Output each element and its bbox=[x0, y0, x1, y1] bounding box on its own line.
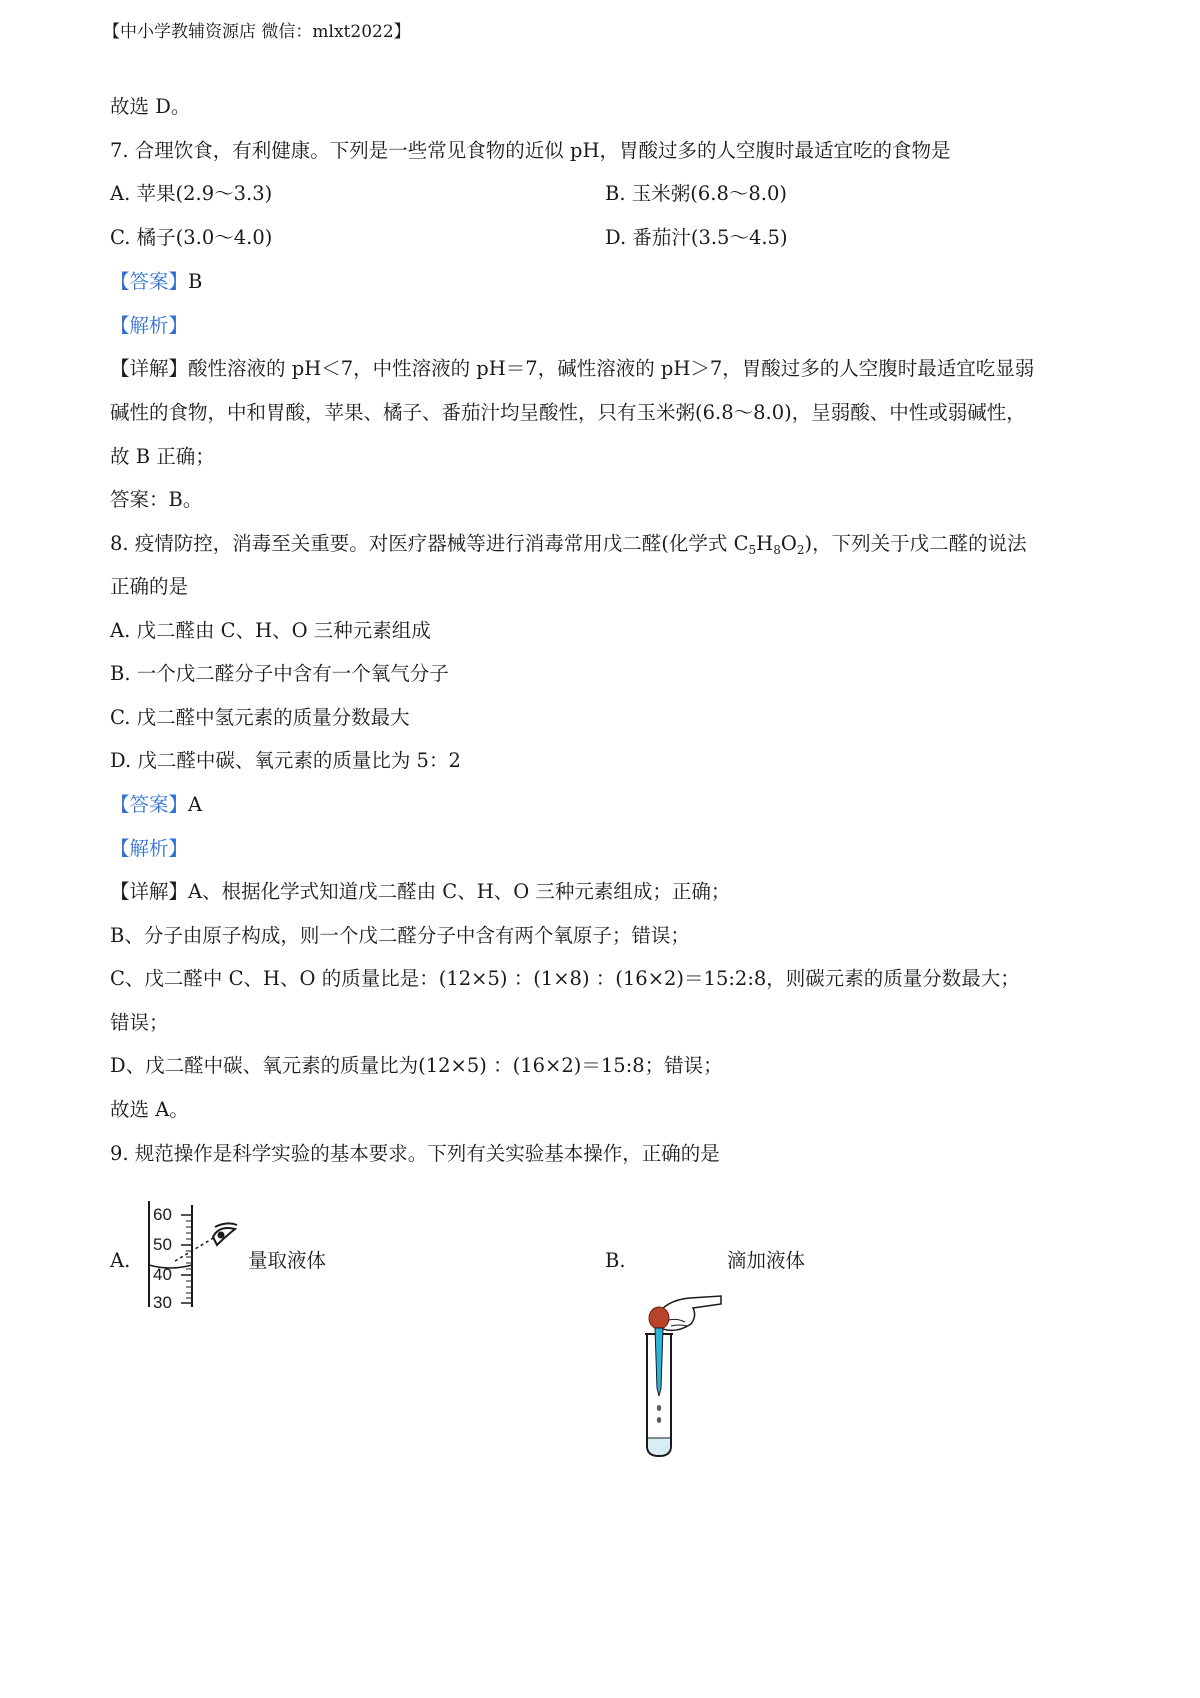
graduated-cylinder-icon bbox=[145, 1195, 245, 1310]
formula-element: H bbox=[756, 532, 774, 555]
q8-detail-c-cont: 错误； bbox=[110, 1011, 169, 1034]
q7-option-a: A. 苹果(2.9～3.3) bbox=[110, 182, 273, 205]
q8-option-d: D. 戊二醛中碳、氧元素的质量比为 5：2 bbox=[110, 749, 461, 772]
q8-analysis-tag: 【解析】 bbox=[110, 837, 189, 860]
q8-option-c: C. 戊二醛中氢元素的质量分数最大 bbox=[110, 706, 410, 729]
formula-subscript: 2 bbox=[796, 543, 805, 557]
q8-stem-text: 8. 疫情防控，消毒至关重要。对医疗器械等进行消毒常用戊二醛(化学式 C bbox=[110, 532, 749, 555]
q8-stem bbox=[110, 530, 1027, 558]
q8-detail-b: B、分子由原子构成，则一个戊二醛分子中含有两个氧原子；错误； bbox=[110, 924, 690, 947]
q7-option-c: C. 橘子(3.0～4.0) bbox=[110, 226, 273, 249]
detail-tag: 【详解】 bbox=[110, 880, 189, 903]
detail-text: A、根据化学式知道戊二醛由 C、H、O 三种元素组成；正确； bbox=[188, 880, 731, 903]
q6-conclusion: 故选 D。 bbox=[110, 95, 191, 118]
cylinder-tick-label: 50 bbox=[153, 1235, 172, 1254]
q7-option-b: B. 玉米粥(6.8～8.0) bbox=[605, 182, 787, 205]
dropper-test-tube-figure bbox=[635, 1290, 725, 1460]
q9-stem: 9. 规范操作是科学实验的基本要求。下列有关实验基本操作，正确的是 bbox=[110, 1142, 720, 1165]
q8-stem-line-2: 正确的是 bbox=[110, 575, 189, 598]
q7-stem: 7. 合理饮食，有利健康。下列是一些常见食物的近似 pH，胃酸过多的人空腹时最适宜吃的食物是 bbox=[110, 139, 951, 162]
q9-option-b-caption: 滴加液体 bbox=[727, 1249, 806, 1272]
answer-tag: 【答案】 bbox=[110, 793, 189, 816]
q9-option-b-letter: B. bbox=[605, 1249, 626, 1272]
q7-detail-line-1 bbox=[110, 355, 1034, 383]
cylinder-tick-label: 60 bbox=[153, 1205, 172, 1224]
q7-answer bbox=[110, 268, 202, 296]
cylinder-tick-label: 30 bbox=[153, 1293, 172, 1310]
watermark-header: 【中小学教辅资源店 微信：mlxt2022】 bbox=[103, 22, 411, 42]
formula-subscript: 8 bbox=[773, 543, 781, 557]
q8-stem-text: )，下列关于戊二醛的说法 bbox=[804, 532, 1027, 555]
q8-answer bbox=[110, 791, 202, 819]
detail-tag: 【详解】 bbox=[110, 357, 189, 380]
answer-tag: 【答案】 bbox=[110, 270, 189, 293]
dropper-hand-icon bbox=[635, 1290, 725, 1460]
answer-value: B bbox=[188, 270, 203, 293]
q8-detail-a bbox=[110, 878, 730, 906]
q8-detail-d: D、戊二醛中碳、氧元素的质量比为(12×5) ：(16×2)＝15:8；错误； bbox=[110, 1054, 723, 1077]
q8-final-answer: 故选 A。 bbox=[110, 1098, 189, 1121]
answer-value: A bbox=[188, 793, 203, 816]
graduated-cylinder-figure bbox=[145, 1195, 245, 1310]
q7-final-answer: 答案：B。 bbox=[110, 488, 203, 511]
q8-option-b: B. 一个戊二醛分子中含有一个氧气分子 bbox=[110, 662, 449, 685]
q7-option-d: D. 番茄汁(3.5～4.5) bbox=[605, 226, 788, 249]
q9-option-a-letter: A. bbox=[110, 1249, 131, 1272]
detail-text: 酸性溶液的 pH＜7，中性溶液的 pH＝7，碱性溶液的 pH＞7，胃酸过多的人空腹时最适宜吃显弱 bbox=[188, 357, 1035, 380]
q8-detail-c: C、戊二醛中 C、H、O 的质量比是：(12×5) ：(1×8) ：(16×2)＝15:2:8，则碳元素的质量分数最大； bbox=[110, 967, 1020, 990]
formula-element: O bbox=[780, 532, 797, 555]
q7-analysis-tag: 【解析】 bbox=[110, 314, 189, 337]
cylinder-tick-label: 40 bbox=[153, 1265, 172, 1284]
formula-subscript: 5 bbox=[748, 543, 757, 557]
q7-detail-line-3: 故 B 正确； bbox=[110, 445, 215, 468]
eye-icon bbox=[213, 1223, 237, 1245]
q7-detail-line-2: 碱性的食物，中和胃酸，苹果、橘子、番茄汁均呈酸性，只有玉米粥(6.8～8.0)，呈弱酸、中性或弱碱性， bbox=[110, 401, 1026, 424]
q9-option-a-caption: 量取液体 bbox=[248, 1249, 327, 1272]
q8-option-a: A. 戊二醛由 C、H、O 三种元素组成 bbox=[110, 619, 431, 642]
